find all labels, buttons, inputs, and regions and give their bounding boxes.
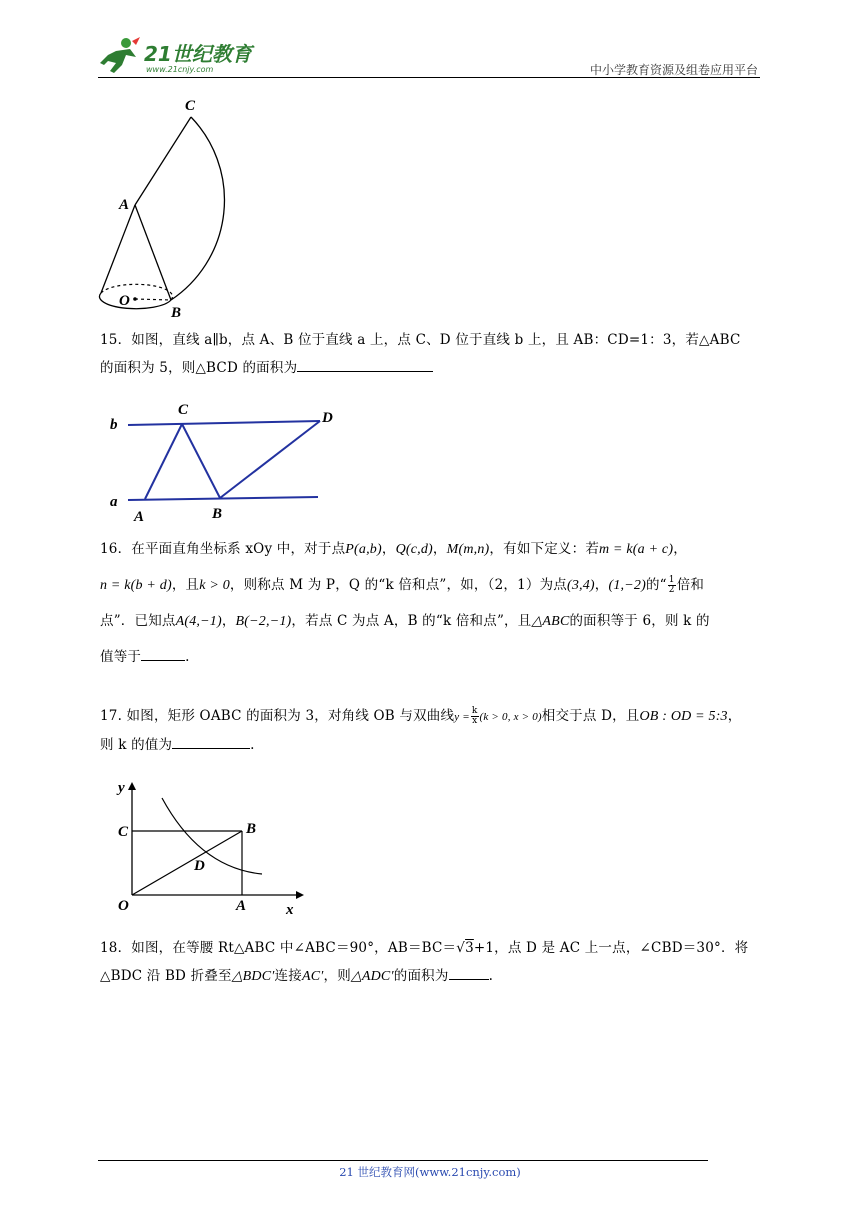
q16-text: 16．在平面直角坐标系 xOy 中，对于点 <box>100 541 346 557</box>
site-logo <box>96 35 256 75</box>
triangle-adc-prime: △ADC′ <box>350 969 394 984</box>
q18-text: 的面积为 <box>393 968 449 984</box>
question-16: 16．在平面直角坐标系 xOy 中，对于点P(a,b)，Q(c,d)，M(m,n)，有如下定义：若m = k(a + c)， n = k(b + d)，且k > 0，则称点 M 为 P，Q 的“k 倍和点”，如，（2，1）为点(3,4)，(1,−2)的“ $\frac{1}{2}$ 倍和 点”．已知点A(4,−1)，B(−2,−1)，若点 C 为点 A，B 的“k 倍和点”，且△ABC的面积等于 6，则 k 的 值等于 . <box>100 541 710 665</box>
label-d: D <box>322 410 333 426</box>
site-name: 中小学教育资源及组卷应用平台 <box>589 63 758 77</box>
answer-blank-17[interactable] <box>172 734 250 749</box>
fraction-half: $\frac{1}{2}$ <box>668 575 675 595</box>
triangle-abc: △ABC <box>531 614 570 629</box>
question-15 <box>100 326 765 382</box>
footer-text: 21 世纪教育网(www.21cnjy.com) <box>339 1165 521 1179</box>
point-example-2: (1,−2) <box>608 578 646 593</box>
triangle-bdc-prime: △BDC′ <box>231 969 275 984</box>
q18-text: 18．如图，在等腰 Rt△ABC 中∠ABC＝90°，AB＝BC＝ <box>100 940 457 956</box>
axis-label-y: y <box>118 780 125 796</box>
function-condition: (k > 0, x > 0) <box>479 711 542 723</box>
condition-k: k > 0 <box>199 578 230 593</box>
point-b: B(−2,−1) <box>235 614 292 629</box>
question-18: 18．如图，在等腰 Rt△ABC 中∠ABC＝90°，AB＝BC＝√3+1，点 D 是 AC 上一点，∠CBD＝30°．将 △BDC 沿 BD 折叠至△BDC′连接AC′，则△ADC′的面积为 . <box>100 940 749 984</box>
rectangle-hyperbola-figure <box>110 778 310 918</box>
footer-divider <box>98 1160 708 1161</box>
q17-text: 17. 如图，矩形 OABC 的面积为 3，对角线 OB 与双曲线 <box>100 708 455 724</box>
label-line-a: a <box>110 494 118 510</box>
q16-text: ，若点 C 为点 A，B 的“k 倍和点”，且 <box>291 613 532 629</box>
q17-text: 则 k 的值为 <box>100 737 173 753</box>
q18-text: +1，点 D 是 AC 上一点，∠CBD＝30°．将 <box>473 940 749 956</box>
q17-text: 相交于点 D，且 <box>541 708 640 724</box>
point-example-1: (3,4) <box>566 578 595 593</box>
function-y: y = <box>454 711 470 723</box>
label-a: A <box>119 197 130 213</box>
q16-text: 倍和 <box>676 577 705 593</box>
label-b: B <box>246 821 257 837</box>
label-line-b: b <box>110 417 118 433</box>
point-p: P(a,b) <box>345 542 382 557</box>
q16-text: 值等于 <box>100 649 142 665</box>
label-c: C <box>185 98 196 114</box>
q18-text: ，则 <box>323 968 351 984</box>
point-a: A(4,−1) <box>175 614 222 629</box>
axis-label-x: x <box>286 902 294 918</box>
cone-figure <box>95 95 255 325</box>
segment-ac-prime: AC′ <box>301 969 324 984</box>
label-c: C <box>118 824 129 840</box>
equation-n: n = k(b + d) <box>100 578 172 593</box>
point-m: M(m,n) <box>446 542 490 557</box>
q16-text: ，有如下定义：若 <box>489 541 600 557</box>
sqrt-three: 3 <box>465 940 474 956</box>
ratio-ob-od: OB : OD = 5:3 <box>639 709 728 724</box>
answer-blank-16[interactable] <box>141 646 185 661</box>
label-d: D <box>194 858 205 874</box>
q16-text: 的“ <box>645 577 667 593</box>
q16-text: 的面积等于 6，则 k 的 <box>569 613 710 629</box>
q18-text: △BDC 沿 BD 折叠至 <box>100 968 232 984</box>
label-b: B <box>171 305 182 321</box>
label-b-point: B <box>212 506 223 522</box>
label-o: O <box>118 898 129 914</box>
label-a: A <box>236 898 247 914</box>
q15-line2: 的面积为 5，则△BCD 的面积为 <box>100 360 298 376</box>
fraction-k-over-x: $\frac{k}{x}$ <box>471 706 478 726</box>
label-a-point: A <box>134 509 145 523</box>
answer-blank-15[interactable] <box>297 357 433 372</box>
q16-text: ，且 <box>171 577 200 593</box>
question-17: 17. 如图，矩形 OABC 的面积为 3，对角线 OB 与双曲线y = $\frac{k}{x}$ (k > 0, x > 0)相交于点 D，且OB : OD = 5:3， 则 k 的值为 . <box>100 706 742 753</box>
equation-m: m = k(a + c) <box>599 542 674 557</box>
label-o: O <box>119 293 130 309</box>
q16-text: ，则称点 M 为 P，Q 的“k 倍和点”，如，（2，1）为点 <box>229 577 567 593</box>
q18-text: 连接 <box>274 968 302 984</box>
q15-line1: 15．如图，直线 a∥b，点 A、B 位于直线 a 上，点 C、D 位于直线 b 上，且 AB：CD=1：3，若△ABC <box>100 332 741 348</box>
point-q: Q(c,d) <box>395 542 433 557</box>
q16-text: 点”．已知点 <box>100 613 176 629</box>
parallel-lines-figure <box>100 398 350 523</box>
header-divider <box>98 77 760 78</box>
label-c: C <box>178 402 189 418</box>
answer-blank-18[interactable] <box>449 965 489 980</box>
runner-logo-icon <box>96 35 256 75</box>
svg-text:21世纪教育: 21世纪教育 <box>144 42 252 66</box>
svg-text:www.21cnjy.com: www.21cnjy.com <box>146 65 214 74</box>
